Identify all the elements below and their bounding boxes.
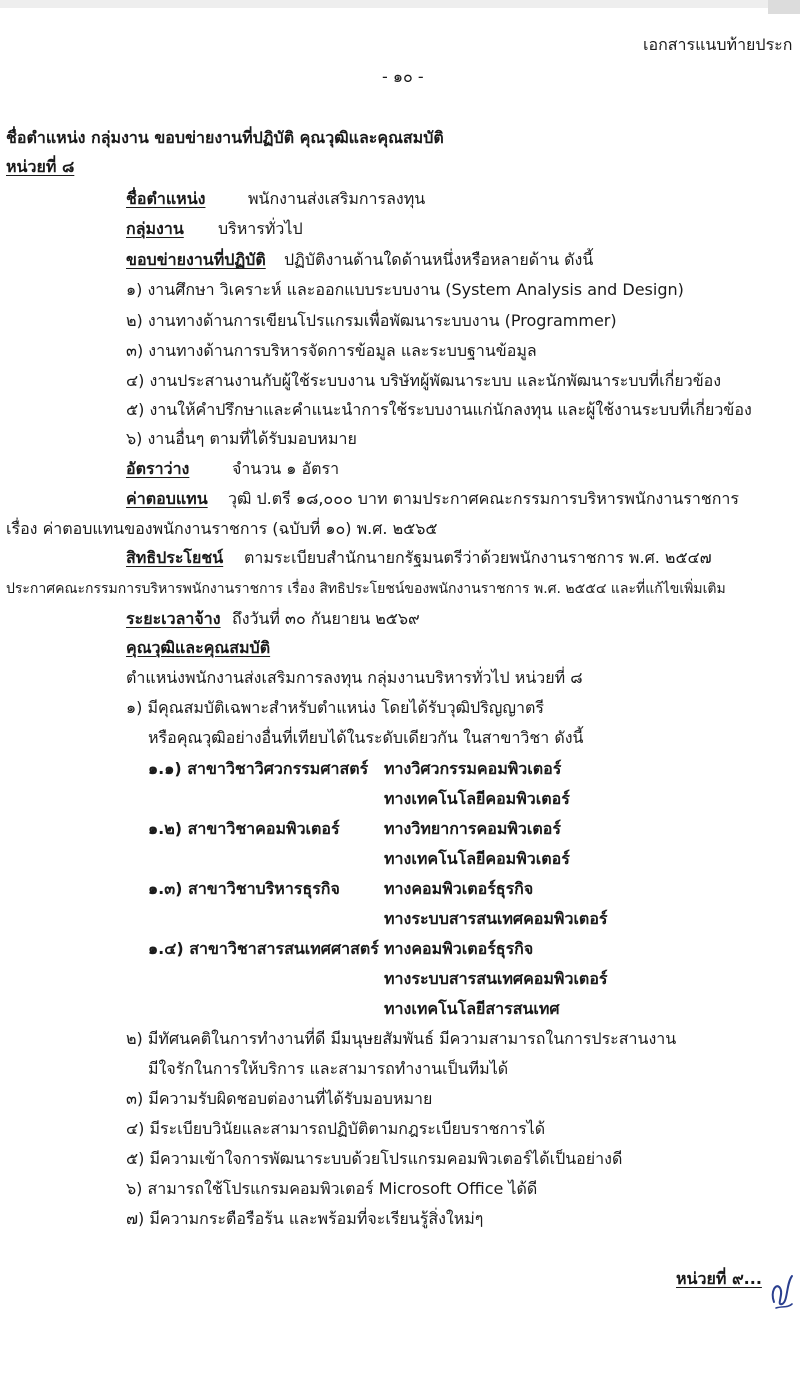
qualification-item: ๑) มีคุณสมบัติเฉพาะสำหรับตำแหน่ง โดยได้รับวุฒิปริญญาตรี (126, 698, 545, 717)
scan-corner-mark (768, 0, 800, 14)
unit-label: หน่วยที่ ๘ (6, 157, 75, 176)
page-number: - ๑๐ - (382, 67, 424, 86)
group-label: กลุ่มงาน (126, 219, 184, 238)
qualification-item: ๔) มีระเบียบวินัยและสามารถปฏิบัติตามกฎระเบียบราชการได้ (126, 1119, 546, 1138)
qualification-item-continued: มีใจรักในการให้บริการ และสามารถทำงานเป็นทีมได้ (148, 1059, 509, 1078)
document-title: ชื่อตำแหน่ง กลุ่มงาน ขอบข่ายงานที่ปฏิบัติ คุณวุฒิและคุณสมบัติ (6, 128, 444, 147)
major-name: ๑.๒) สาขาวิชาคอมพิวเตอร์ (148, 819, 340, 838)
scope-item: ๓) งานทางด้านการบริหารจัดการข้อมูล และระบบฐานข้อมูล (126, 341, 537, 360)
major-field: ทางเทคโนโลยีคอมพิวเตอร์ (384, 849, 570, 868)
scope-item: ๖) งานอื่นๆ ตามที่ได้รับมอบหมาย (126, 429, 357, 448)
qualifications-intro: ตำแหน่งพนักงานส่งเสริมการลงทุน กลุ่มงานบริหารทั่วไป หน่วยที่ ๘ (126, 668, 583, 687)
scope-label: ขอบข่ายงานที่ปฏิบัติ (126, 250, 266, 269)
major-field: ทางเทคโนโลยีสารสนเทศ (384, 999, 560, 1018)
benefits-label: สิทธิประโยชน์ (126, 548, 224, 567)
qualification-item: ๓) มีความรับผิดชอบต่องานที่ได้รับมอบหมาย (126, 1089, 433, 1108)
benefits-line-2: ประกาศคณะกรรมการบริหารพนักงานราชการ เรื่อง สิทธิประโยชน์ของพนักงานราชการ พ.ศ. ๒๕๕๔ และที่แก้ไขเพิ่มเติม (6, 581, 726, 597)
compensation-label: ค่าตอบแทน (126, 489, 208, 508)
scope-item: ๕) งานให้คำปรึกษาและคำแนะนำการใช้ระบบงานแก่นักลงทุน และผู้ใช้งานระบบที่เกี่ยวข้อง (126, 400, 752, 419)
employment-period-value: ถึงวันที่ ๓๐ กันยายน ๒๕๖๙ (232, 609, 420, 628)
position-label: ชื่อตำแหน่ง (126, 189, 206, 208)
employment-period-label: ระยะเวลาจ้าง (126, 609, 221, 628)
major-field: ทางวิศวกรรมคอมพิวเตอร์ (384, 759, 562, 778)
initials-signature (766, 1262, 796, 1314)
major-name: ๑.๑) สาขาวิชาวิศวกรรมศาสตร์ (148, 759, 369, 778)
scope-intro: ปฏิบัติงานด้านใดด้านหนึ่งหรือหลายด้าน ดังนี้ (284, 250, 594, 269)
major-field: ทางคอมพิวเตอร์ธุรกิจ (384, 879, 534, 898)
qualification-item: ๒) มีทัศนคติในการทำงานที่ดี มีมนุษยสัมพันธ์ มีความสามารถในการประสานงาน (126, 1029, 677, 1048)
qualifications-label: คุณวุฒิและคุณสมบัติ (126, 638, 271, 657)
qualification-item: ๗) มีความกระตือรือร้น และพร้อมที่จะเรียนรู้สิ่งใหม่ๆ (126, 1209, 484, 1228)
next-unit-marker: หน่วยที่ ๙... (676, 1269, 762, 1288)
major-name: ๑.๓) สาขาวิชาบริหารธุรกิจ (148, 879, 340, 898)
vacancy-label: อัตราว่าง (126, 459, 190, 478)
vacancy-value: จำนวน ๑ อัตรา (232, 459, 340, 478)
major-field: ทางระบบสารสนเทศคอมพิวเตอร์ (384, 969, 608, 988)
qualification-item: ๖) สามารถใช้โปรแกรมคอมพิวเตอร์ Microsoft Office ได้ดี (126, 1179, 538, 1198)
compensation-line-1: วุฒิ ป.ตรี ๑๘,๐๐๐ บาท ตามประกาศคณะกรรมการบริหารพนักงานราชการ (228, 489, 739, 508)
major-field: ทางเทคโนโลยีคอมพิวเตอร์ (384, 789, 570, 808)
compensation-line-2: เรื่อง ค่าตอบแทนของพนักงานราชการ (ฉบับที่ ๑๐) พ.ศ. ๒๕๖๕ (6, 519, 438, 538)
scope-item: ๔) งานประสานงานกับผู้ใช้ระบบงาน บริษัทผู้พัฒนาระบบ และนักพัฒนาระบบที่เกี่ยวข้อง (126, 371, 722, 390)
group-value: บริหารทั่วไป (218, 219, 303, 238)
major-field: ทางคอมพิวเตอร์ธุรกิจ (384, 939, 534, 958)
major-name: ๑.๔) สาขาวิชาสารสนเทศศาสตร์ (148, 939, 379, 958)
qualification-item-continued: หรือคุณวุฒิอย่างอื่นที่เทียบได้ในระดับเดียวกัน ในสาขาวิชา ดังนี้ (148, 728, 584, 747)
benefits-line-1: ตามระเบียบสำนักนายกรัฐมนตรีว่าด้วยพนักงานราชการ พ.ศ. ๒๕๔๗ (244, 548, 712, 567)
scope-item: ๒) งานทางด้านการเขียนโปรแกรมเพื่อพัฒนาระบบงาน (Programmer) (126, 311, 617, 330)
qualification-item: ๕) มีความเข้าใจการพัฒนาระบบด้วยโปรแกรมคอมพิวเตอร์ได้เป็นอย่างดี (126, 1149, 623, 1168)
position-value: พนักงานส่งเสริมการลงทุน (248, 189, 426, 208)
major-field: ทางระบบสารสนเทศคอมพิวเตอร์ (384, 909, 608, 928)
major-field: ทางวิทยาการคอมพิวเตอร์ (384, 819, 561, 838)
page-top-edge (0, 0, 800, 8)
scope-item: ๑) งานศึกษา วิเคราะห์ และออกแบบระบบงาน (System Analysis and Design) (126, 280, 684, 299)
document-reference: เอกสารแนบท้ายประก (643, 35, 793, 54)
